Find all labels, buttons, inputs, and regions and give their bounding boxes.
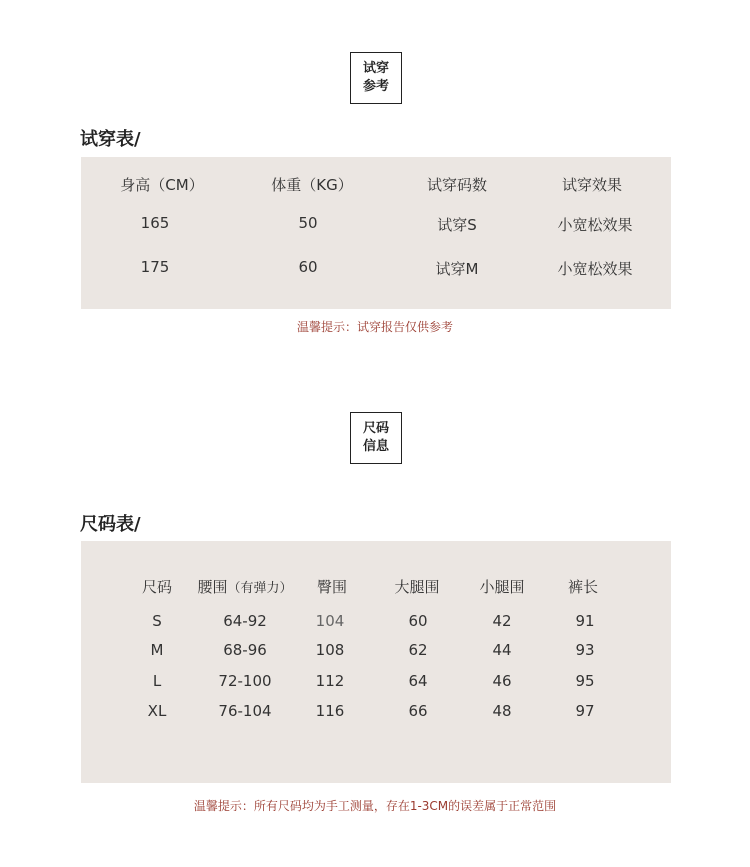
table-cell: 50 [298, 214, 318, 232]
header-trial-effect: 试穿效果 [561, 176, 623, 194]
table-cell: L [152, 672, 162, 690]
size-table-heading: 尺码表/ [80, 514, 141, 535]
table-cell: XL [147, 702, 167, 720]
table-cell: 116 [315, 702, 345, 720]
table-cell: 108 [315, 641, 345, 659]
size-info-badge [350, 412, 402, 464]
table-cell: 93 [575, 641, 595, 659]
trial-table [81, 157, 671, 309]
badge-line-1: 试穿 [362, 61, 389, 76]
header-waist [197, 576, 292, 597]
table-cell: 60 [408, 612, 428, 630]
table-cell: M [150, 641, 164, 659]
header-trial-size: 试穿码数 [426, 176, 488, 194]
table-cell: 48 [492, 702, 512, 720]
header-waist-note: （有弹力） [227, 581, 293, 596]
header-calf: 小腿围 [479, 578, 525, 596]
table-cell: 试穿S [437, 216, 477, 234]
table-cell: 97 [575, 702, 595, 720]
table-cell: 44 [492, 641, 512, 659]
table-cell: 42 [492, 612, 512, 630]
trial-note: 温馨提示：试穿报告仅供参考 [296, 320, 453, 334]
header-height: 身高（CM） [120, 176, 204, 194]
table-cell: 112 [315, 672, 345, 690]
table-cell: 175 [140, 258, 170, 276]
trial-table-heading: 试穿表/ [80, 129, 141, 150]
trial-reference-badge [350, 52, 402, 104]
table-cell: 小宽松效果 [557, 216, 633, 234]
header-waist-label: 腰围 [197, 578, 228, 596]
table-cell: 小宽松效果 [557, 260, 633, 278]
header-length: 裤长 [567, 578, 599, 596]
table-cell: 72-100 [218, 672, 272, 690]
table-cell: 165 [140, 214, 170, 232]
table-cell: 60 [298, 258, 318, 276]
header-size: 尺码 [141, 578, 173, 596]
table-cell: 46 [492, 672, 512, 690]
badge-line-2: 参考 [362, 79, 389, 94]
size-note: 温馨提示：所有尺码均为手工测量，存在1-3CM的误差属于正常范围 [193, 799, 557, 813]
table-cell: 66 [408, 702, 428, 720]
table-cell: 95 [575, 672, 595, 690]
header-hip: 臀围 [316, 578, 348, 596]
header-weight: 体重（KG） [271, 176, 353, 194]
table-cell: 91 [575, 612, 595, 630]
table-cell: S [152, 612, 162, 630]
size-table [81, 541, 671, 783]
table-cell: 104 [315, 612, 345, 630]
badge-line-1: 尺码 [362, 421, 389, 436]
table-cell: 68-96 [223, 641, 267, 659]
table-cell: 76-104 [218, 702, 272, 720]
header-thigh: 大腿围 [394, 578, 440, 596]
table-cell: 62 [408, 641, 428, 659]
table-cell: 试穿M [435, 260, 479, 278]
badge-line-2: 信息 [362, 439, 389, 454]
table-cell: 64 [408, 672, 428, 690]
table-cell: 64-92 [223, 612, 267, 630]
